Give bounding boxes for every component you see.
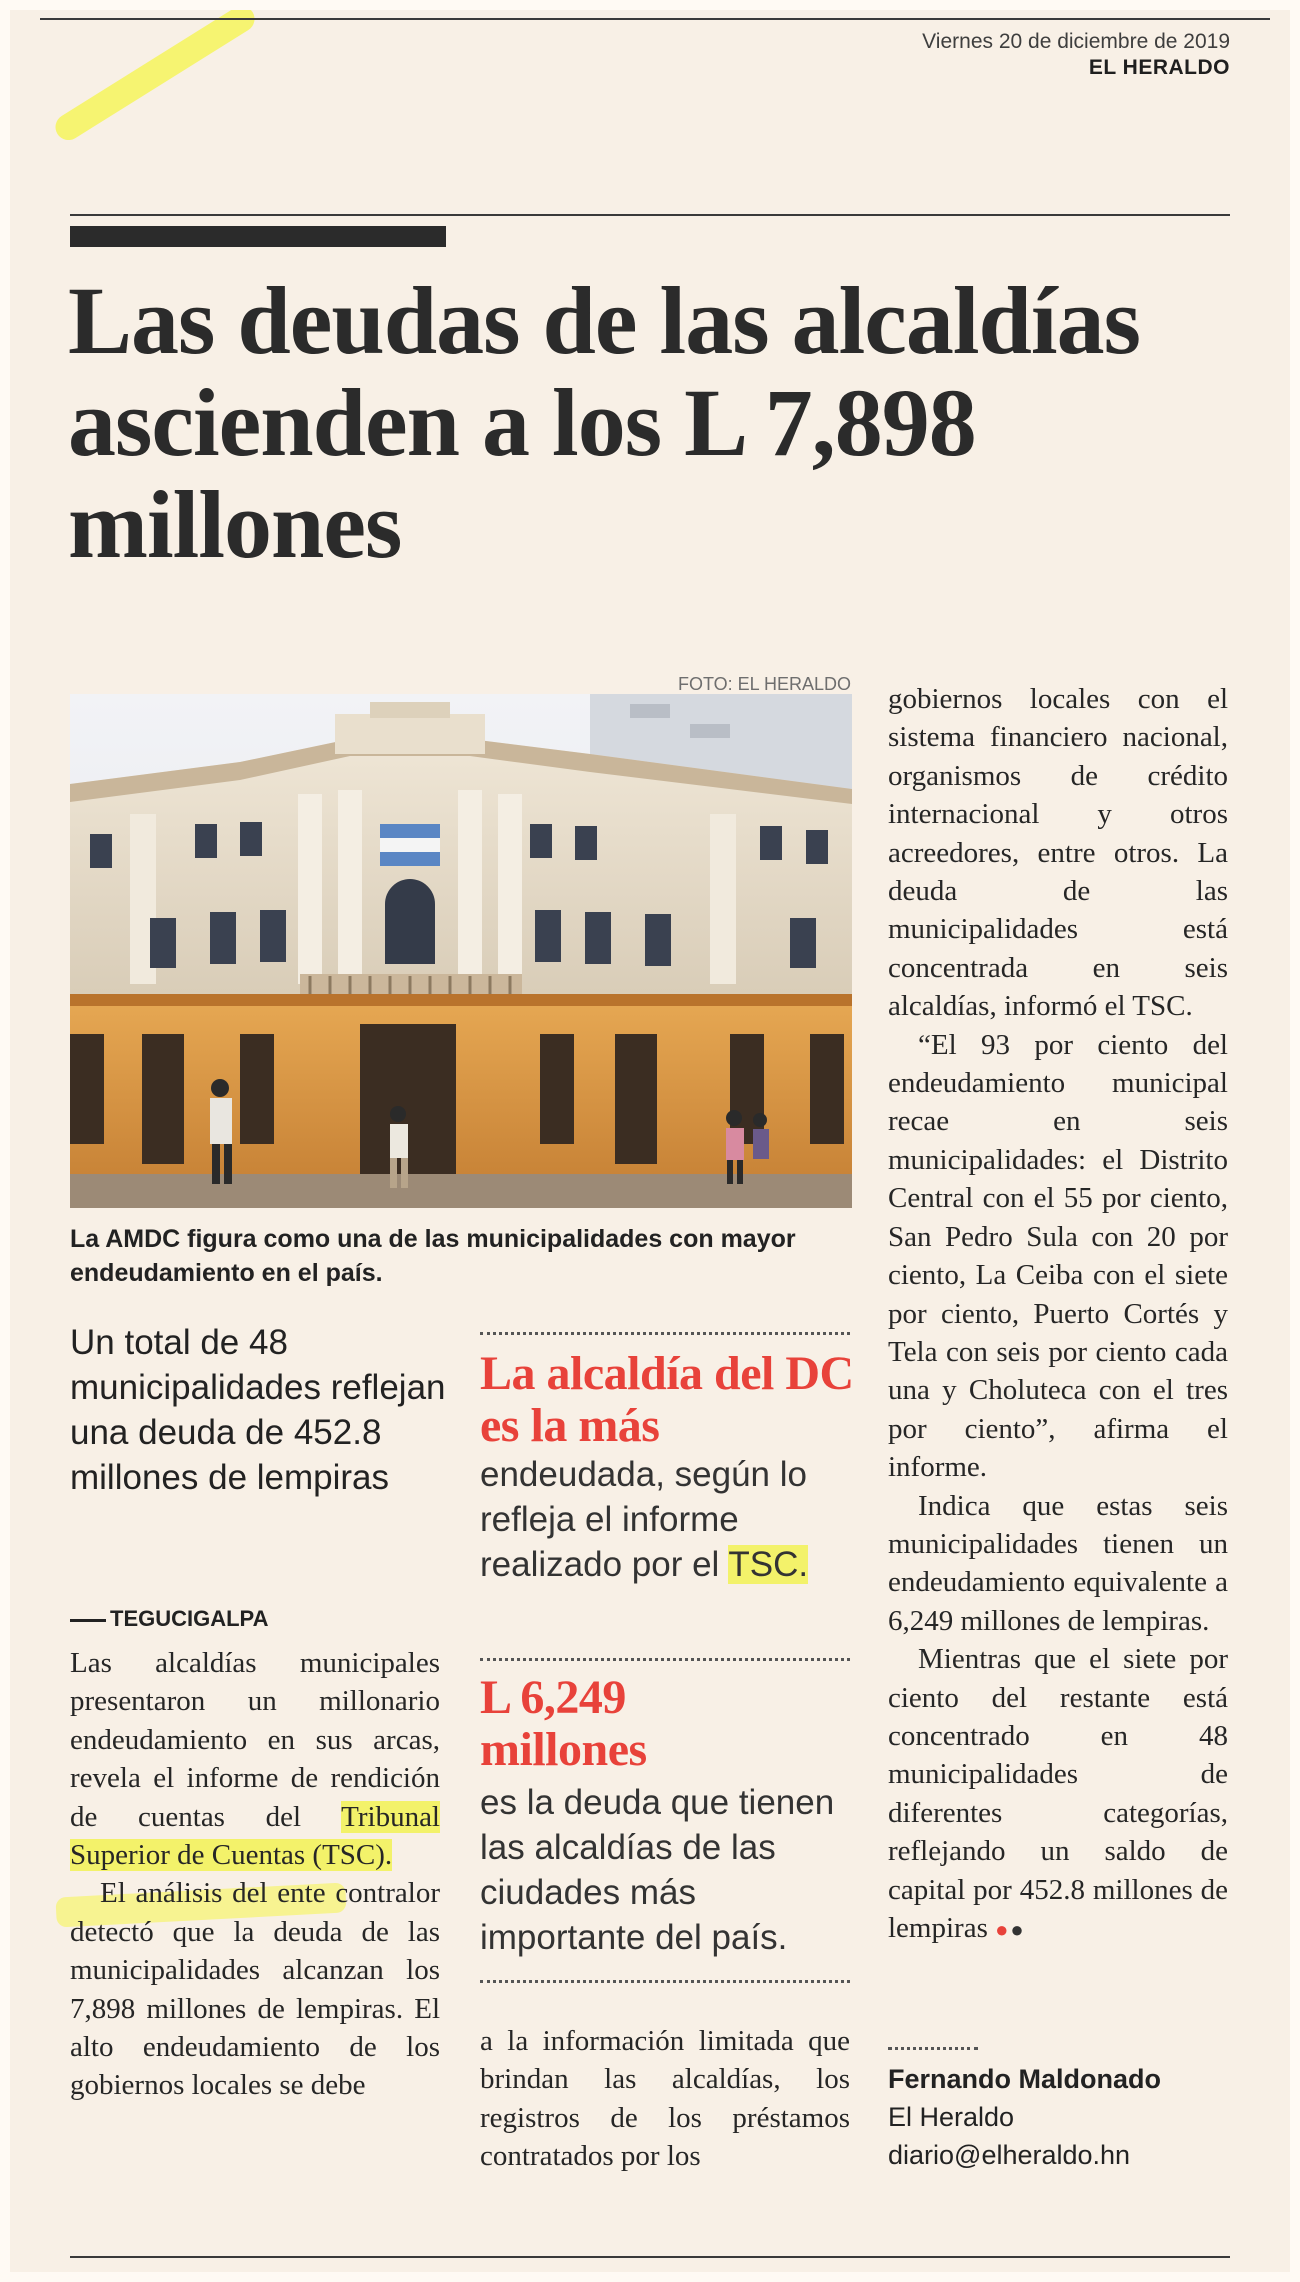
dateline-dash: [70, 1619, 106, 1622]
body-paragraph: Indica que estas seis municipalidades tienen un endeudamiento equivalente a 6,249 millones de lempiras.: [888, 1489, 1228, 1637]
highlighted-text: Tribunal Superior de Cuentas (TSC).: [70, 1800, 440, 1872]
body-column-mid: [480, 2022, 850, 2176]
pullquote-2-text: es la deuda que tienen las alcaldías de las ciudades más importante del país.: [480, 1783, 835, 1957]
bottom-rule: [70, 2256, 1230, 2258]
pullquote-1-highlight: La alcaldía del DC es la más: [480, 1347, 854, 1452]
author-name: Fernando Maldonado: [888, 2064, 1161, 2094]
signature-divider: [888, 2047, 978, 2050]
highlighter-mark-top: [51, 1, 260, 145]
pullquote-1-text: [480, 1452, 860, 1587]
body-text: Las alcaldías municipales presentaron un millonario endeudamiento en sus arcas, revela el informe de rendición de cuentas del: [70, 1647, 440, 1833]
body-paragraph: gobiernos locales con el sistema financiero nacional, organismos de crédito internacional y otros acreedores, entre otros. La deuda de las municipalidades está concentrada en seis alcaldías, informó el TSC.: [888, 683, 1228, 1023]
body-paragraph: El análisis del ente contralor detectó que la deuda de las municipalidades alcanzan los 7,898 millones de lempiras. El alto endeudamiento de los gobiernos locales se debe: [70, 1877, 440, 2102]
author-email: diario@elheraldo.hn: [888, 2140, 1131, 2170]
end-mark-icon: ●: [995, 1917, 1011, 1942]
end-mark-icon-dark: ●: [1010, 1917, 1024, 1942]
photo-caption: La AMDC figura como una de las municipalidades con mayor endeudamiento en el país.: [70, 1225, 796, 1287]
pullquote-1-body: endeudada, según lo refleja el informe realizado por el: [480, 1455, 807, 1584]
headline: Las deudas de las alcaldías ascienden a los L 7,898 millones: [68, 267, 1140, 578]
pullquote-2-highlight: L 6,249 millones: [480, 1671, 647, 1776]
highlighted-text: TSC.: [728, 1545, 809, 1584]
author-block: [888, 2060, 1161, 2174]
dotted-divider: [480, 1980, 850, 1983]
header-rule: [70, 214, 1230, 216]
body-paragraph: “El 93 por ciento del endeudamiento municipal recae en seis municipalidades: el Distrito Central con el 55 por ciento, San Pedro Sula con 20 por ciento, La Ceiba con el siete por ciento, Puerto Cortés y Tela con seis por ciento cada una y Choluteca con el tres por ciento”, afirma el informe.: [888, 1028, 1228, 1484]
issue-date: Viernes 20 de diciembre de 2019: [922, 30, 1230, 53]
newspaper-name: EL HERALDO: [1088, 56, 1230, 79]
body-text: Mientras que el siete por ciento del restante está concentrado en 48 municipalidades de diferentes categorías, reflejando un saldo de capital por 452.8 millones de lempiras: [888, 1643, 1228, 1944]
subheadline: Un total de 48 municipalidades reflejan una deuda de 452.8 millones de lempiras: [70, 1323, 446, 1497]
dotted-divider: [480, 1332, 850, 1335]
dateline: [70, 1606, 268, 1632]
building-illustration: [70, 694, 852, 1208]
dateline-city: TEGUCIGALPA: [110, 1606, 269, 1631]
city-hall-photo: [70, 694, 852, 1208]
photo-credit: FOTO: EL HERALDO: [678, 674, 852, 694]
author-outlet: El Heraldo: [888, 2102, 1015, 2132]
body-column-right: [888, 680, 1228, 1949]
top-rule: [40, 18, 1270, 20]
body-column-left: [70, 1644, 440, 2105]
body-paragraph: [888, 1640, 1228, 1949]
body-paragraph: [70, 1644, 440, 1874]
dotted-divider: [480, 1658, 850, 1661]
body-paragraph: a la información limitada que brindan las alcaldías, los registros de los préstamos contratados por los: [480, 2025, 850, 2173]
section-bar: [70, 226, 446, 247]
